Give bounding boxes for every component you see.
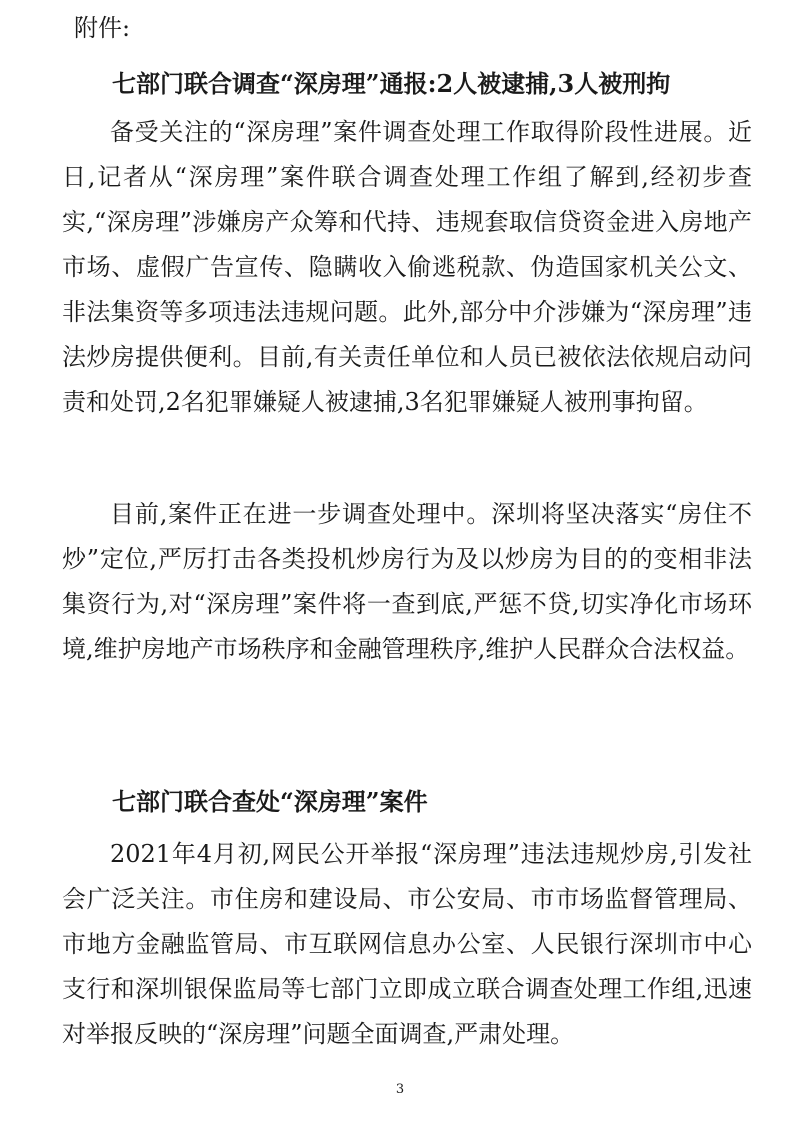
page-number: 3 [395,1082,405,1097]
attachment-label: 附件: [74,14,131,42]
section-1-paragraph-1: 备受关注的“深房理”案件调查处理工作取得阶段性进展。近日,记者从“深房理”案件联合调查处理工作组了解到,经初步查实,“深房理”涉嫌房产众筹和代持、违规套取信贷资金进入房地产市场、虚假广告宣传、隐瞒收入偷逃税款、伪造国家机关公文、非法集资等多项违法违规问题。此外,部分中介涉嫌为“深房理”违法炒房提供便利。目前,有关责任单位和人员已被依法依规启动问责和处罚,2名犯罪嫌疑人被逮捕,3名犯罪嫌疑人被刑事拘留。 [62,118,752,416]
section-1-heading: 七部门联合调查“深房理”通报:2人被逮捕,3人被刑拘 [112,69,671,98]
section-2-paragraph-1: 2021年4月初,网民公开举报“深房理”违法违规炒房,引发社会广泛关注。市住房和建设局、市公安局、市市场监督管理局、市地方金融监管局、市互联网信息办公室、人民银行深圳市中心支行和深圳银保监局等七部门立即成立联合调查处理工作组,迅速对举报反映的“深房理”问题全面调查,严肃处理。 [62,840,752,1048]
section-2-heading: 七部门联合查处“深房理”案件 [112,787,428,816]
section-1-paragraph-2: 目前,案件正在进一步调查处理中。深圳将坚决落实“房住不炒”定位,严厉打击各类投机炒房行为及以炒房为目的的变相非法集资行为,对“深房理”案件将一查到底,严惩不贷,切实净化市场环境,维护房地产市场秩序和金融管理秩序,维护人民群众合法权益。 [62,500,752,663]
